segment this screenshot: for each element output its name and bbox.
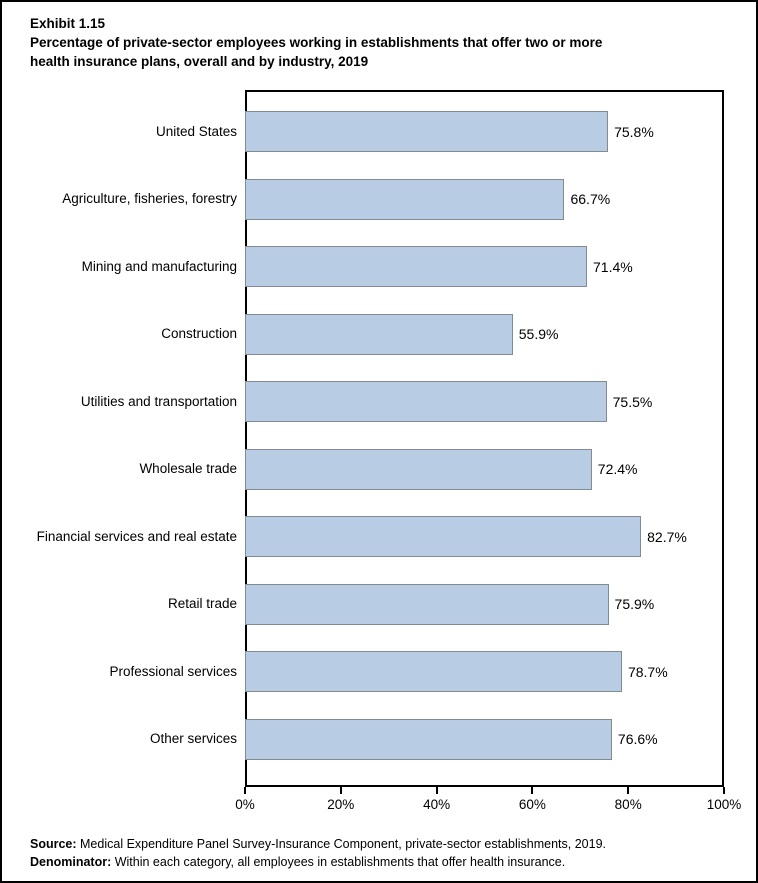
bar-row [2, 436, 758, 504]
x-axis-tick [723, 787, 725, 794]
bar-track [245, 584, 724, 625]
category-label: Construction [161, 326, 237, 342]
bar-row [2, 638, 758, 706]
bar [245, 449, 592, 490]
x-axis-tick-label: 100% [706, 797, 742, 812]
denominator-text: Within each category, all employees in establishments that offer health insurance. [111, 855, 566, 869]
x-axis-tick-label: 60% [518, 797, 546, 812]
bar-track [245, 719, 724, 760]
bar-value-label: 75.9% [614, 596, 655, 613]
denominator-label: Denominator: [30, 855, 112, 869]
bar-row [2, 503, 758, 571]
bar [245, 584, 609, 625]
bar-value-label: 66.7% [570, 191, 611, 208]
category-label: United States [155, 123, 237, 139]
x-axis-tick [436, 787, 438, 794]
chart-title-line1: Percentage of private-sector employees working in establishments that offer two or more [30, 35, 603, 50]
chart-rows [2, 90, 758, 787]
bar-chart [2, 90, 758, 812]
bar [245, 111, 608, 152]
bar [245, 719, 612, 760]
bar-row [2, 301, 758, 369]
bar-row [2, 166, 758, 234]
bar-row [2, 706, 758, 774]
bar [245, 516, 641, 557]
bar-value-label: 75.5% [612, 393, 653, 410]
bar-track [245, 246, 724, 287]
bar-track [245, 179, 724, 220]
x-axis-tick [244, 787, 246, 794]
bar-row [2, 368, 758, 436]
chart-title-line2: health insurance plans, overall and by industry, 2019 [30, 54, 369, 69]
x-axis-tick [627, 787, 629, 794]
category-label: Agriculture, fisheries, forestry [62, 191, 237, 207]
bar [245, 179, 564, 220]
bar-track [245, 314, 724, 355]
bar-row [2, 233, 758, 301]
x-axis-tick-label: 20% [327, 797, 355, 812]
category-label: Financial services and real estate [36, 528, 237, 544]
category-label: Utilities and transportation [80, 393, 237, 409]
bar-value-label: 82.7% [647, 528, 687, 545]
bar-value-label: 75.8% [614, 123, 654, 140]
x-axis-tick-label: 80% [614, 797, 642, 812]
bar [245, 381, 607, 422]
bar-value-label: 76.6% [617, 731, 658, 748]
bar-value-label: 72.4% [597, 461, 638, 478]
category-label: Other services [149, 731, 237, 747]
x-axis-tick-label: 0% [235, 797, 255, 812]
x-axis-tick [531, 787, 533, 794]
bar [245, 246, 587, 287]
x-axis [235, 787, 742, 829]
footer [30, 835, 740, 871]
denominator-line [30, 853, 740, 871]
exhibit-number: Exhibit 1.15 [30, 16, 106, 31]
bar-row [2, 98, 758, 166]
title-block [30, 14, 730, 71]
source-line [30, 835, 740, 853]
bar [245, 314, 513, 355]
category-label: Wholesale trade [139, 461, 237, 477]
x-axis-tick-label: 40% [423, 797, 451, 812]
x-axis-tick [340, 787, 342, 794]
bar-value-label: 55.9% [518, 326, 559, 343]
bar-value-label: 71.4% [593, 258, 633, 275]
category-label: Mining and manufacturing [81, 258, 237, 274]
bar-track [245, 381, 724, 422]
bar-value-label: 78.7% [627, 663, 668, 680]
bar [245, 651, 622, 692]
category-label: Retail trade [167, 596, 237, 612]
source-label: Source: [30, 837, 77, 851]
bar-track [245, 651, 724, 692]
bar-row [2, 571, 758, 639]
category-label: Professional services [109, 663, 237, 679]
source-text: Medical Expenditure Panel Survey-Insurance Component, private-sector establishments, 2019. [76, 837, 606, 851]
bar-track [245, 516, 724, 557]
bar-track [245, 111, 724, 152]
bar-track [245, 449, 724, 490]
